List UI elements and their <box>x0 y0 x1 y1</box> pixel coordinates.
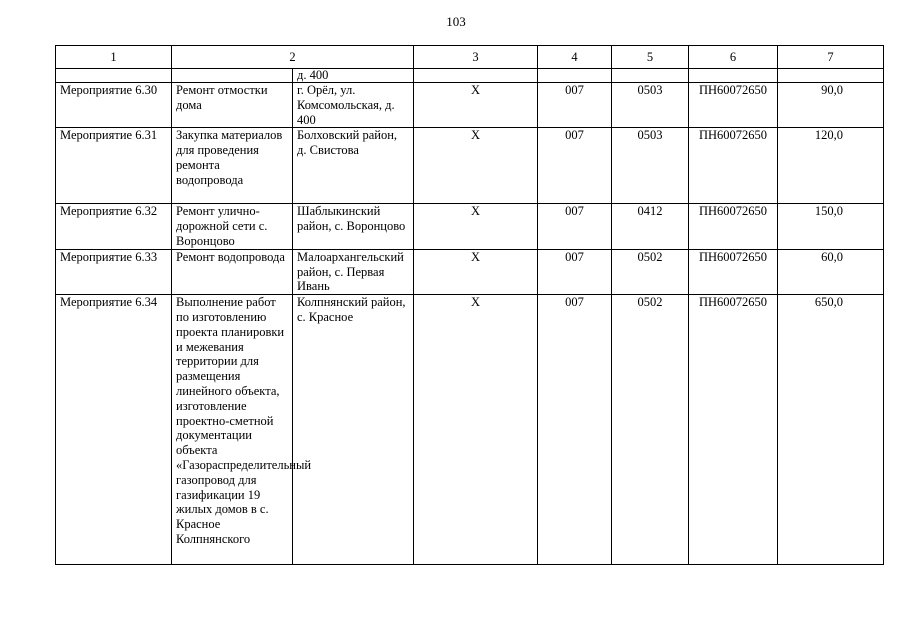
description-cell: Выполнение работ по изготовлению проекта планировки и межевания территории для размещения линейного объекта, изготовление проектно-сметной документации объекта «Газораспределительный газопровод для газификации 19 жилых домов в с. Красное Колпнянского <box>172 295 293 565</box>
location-cell: Колпнянский район, с. Красное <box>293 295 414 565</box>
header-col-3: 3 <box>414 46 538 69</box>
col4-cell: 007 <box>538 204 612 249</box>
table-row <box>56 204 884 249</box>
col6-cell: ПН60072650 <box>689 204 778 249</box>
col7-cell: 90,0 <box>778 83 884 128</box>
col3-cell: Х <box>414 204 538 249</box>
col7-cell: 120,0 <box>778 128 884 204</box>
budget-table <box>55 45 884 565</box>
header-col-4: 4 <box>538 46 612 69</box>
col5-cell: 0502 <box>612 249 689 294</box>
table-row <box>56 249 884 294</box>
event-cell: Мероприятие 6.33 <box>56 249 172 294</box>
col7-cell: 650,0 <box>778 295 884 565</box>
header-col-6: 6 <box>689 46 778 69</box>
location-cell: Малоархангельский район, с. Первая Ивань <box>293 249 414 294</box>
event-cell: Мероприятие 6.32 <box>56 204 172 249</box>
col5-cell: 0503 <box>612 83 689 128</box>
description-cell: Ремонт улично-дорожной сети с. Воронцово <box>172 204 293 249</box>
location-cell: Шаблыкинский район, с. Воронцово <box>293 204 414 249</box>
table-row <box>56 83 884 128</box>
continuation-location: д. 400 <box>293 69 414 83</box>
description-cell: Ремонт отмостки дома <box>172 83 293 128</box>
header-col-7: 7 <box>778 46 884 69</box>
col5-cell: 0412 <box>612 204 689 249</box>
col6-cell: ПН60072650 <box>689 128 778 204</box>
col7-cell: 150,0 <box>778 204 884 249</box>
description-cell: Закупка материалов для проведения ремонта водопровода <box>172 128 293 204</box>
col3-cell: Х <box>414 83 538 128</box>
col5-cell: 0502 <box>612 295 689 565</box>
header-col-2: 2 <box>172 46 414 69</box>
table-row <box>56 295 884 565</box>
col4-cell: 007 <box>538 83 612 128</box>
page-number: 103 <box>446 14 466 29</box>
col6-cell: ПН60072650 <box>689 249 778 294</box>
col4-cell: 007 <box>538 249 612 294</box>
event-cell: Мероприятие 6.34 <box>56 295 172 565</box>
col4-cell: 007 <box>538 295 612 565</box>
col4-cell: 007 <box>538 128 612 204</box>
col3-cell: Х <box>414 295 538 565</box>
header-row <box>56 46 884 69</box>
description-cell: Ремонт водопровода <box>172 249 293 294</box>
col3-cell: Х <box>414 249 538 294</box>
location-cell: Болховский район, д. Свистова <box>293 128 414 204</box>
col6-cell: ПН60072650 <box>689 83 778 128</box>
col3-cell: Х <box>414 128 538 204</box>
continuation-row <box>56 69 884 83</box>
event-cell: Мероприятие 6.30 <box>56 83 172 128</box>
header-col-5: 5 <box>612 46 689 69</box>
event-cell: Мероприятие 6.31 <box>56 128 172 204</box>
location-cell: г. Орёл, ул. Комсомольская, д. 400 <box>293 83 414 128</box>
col5-cell: 0503 <box>612 128 689 204</box>
col7-cell: 60,0 <box>778 249 884 294</box>
table-row <box>56 128 884 204</box>
col6-cell: ПН60072650 <box>689 295 778 565</box>
header-col-1: 1 <box>56 46 172 69</box>
